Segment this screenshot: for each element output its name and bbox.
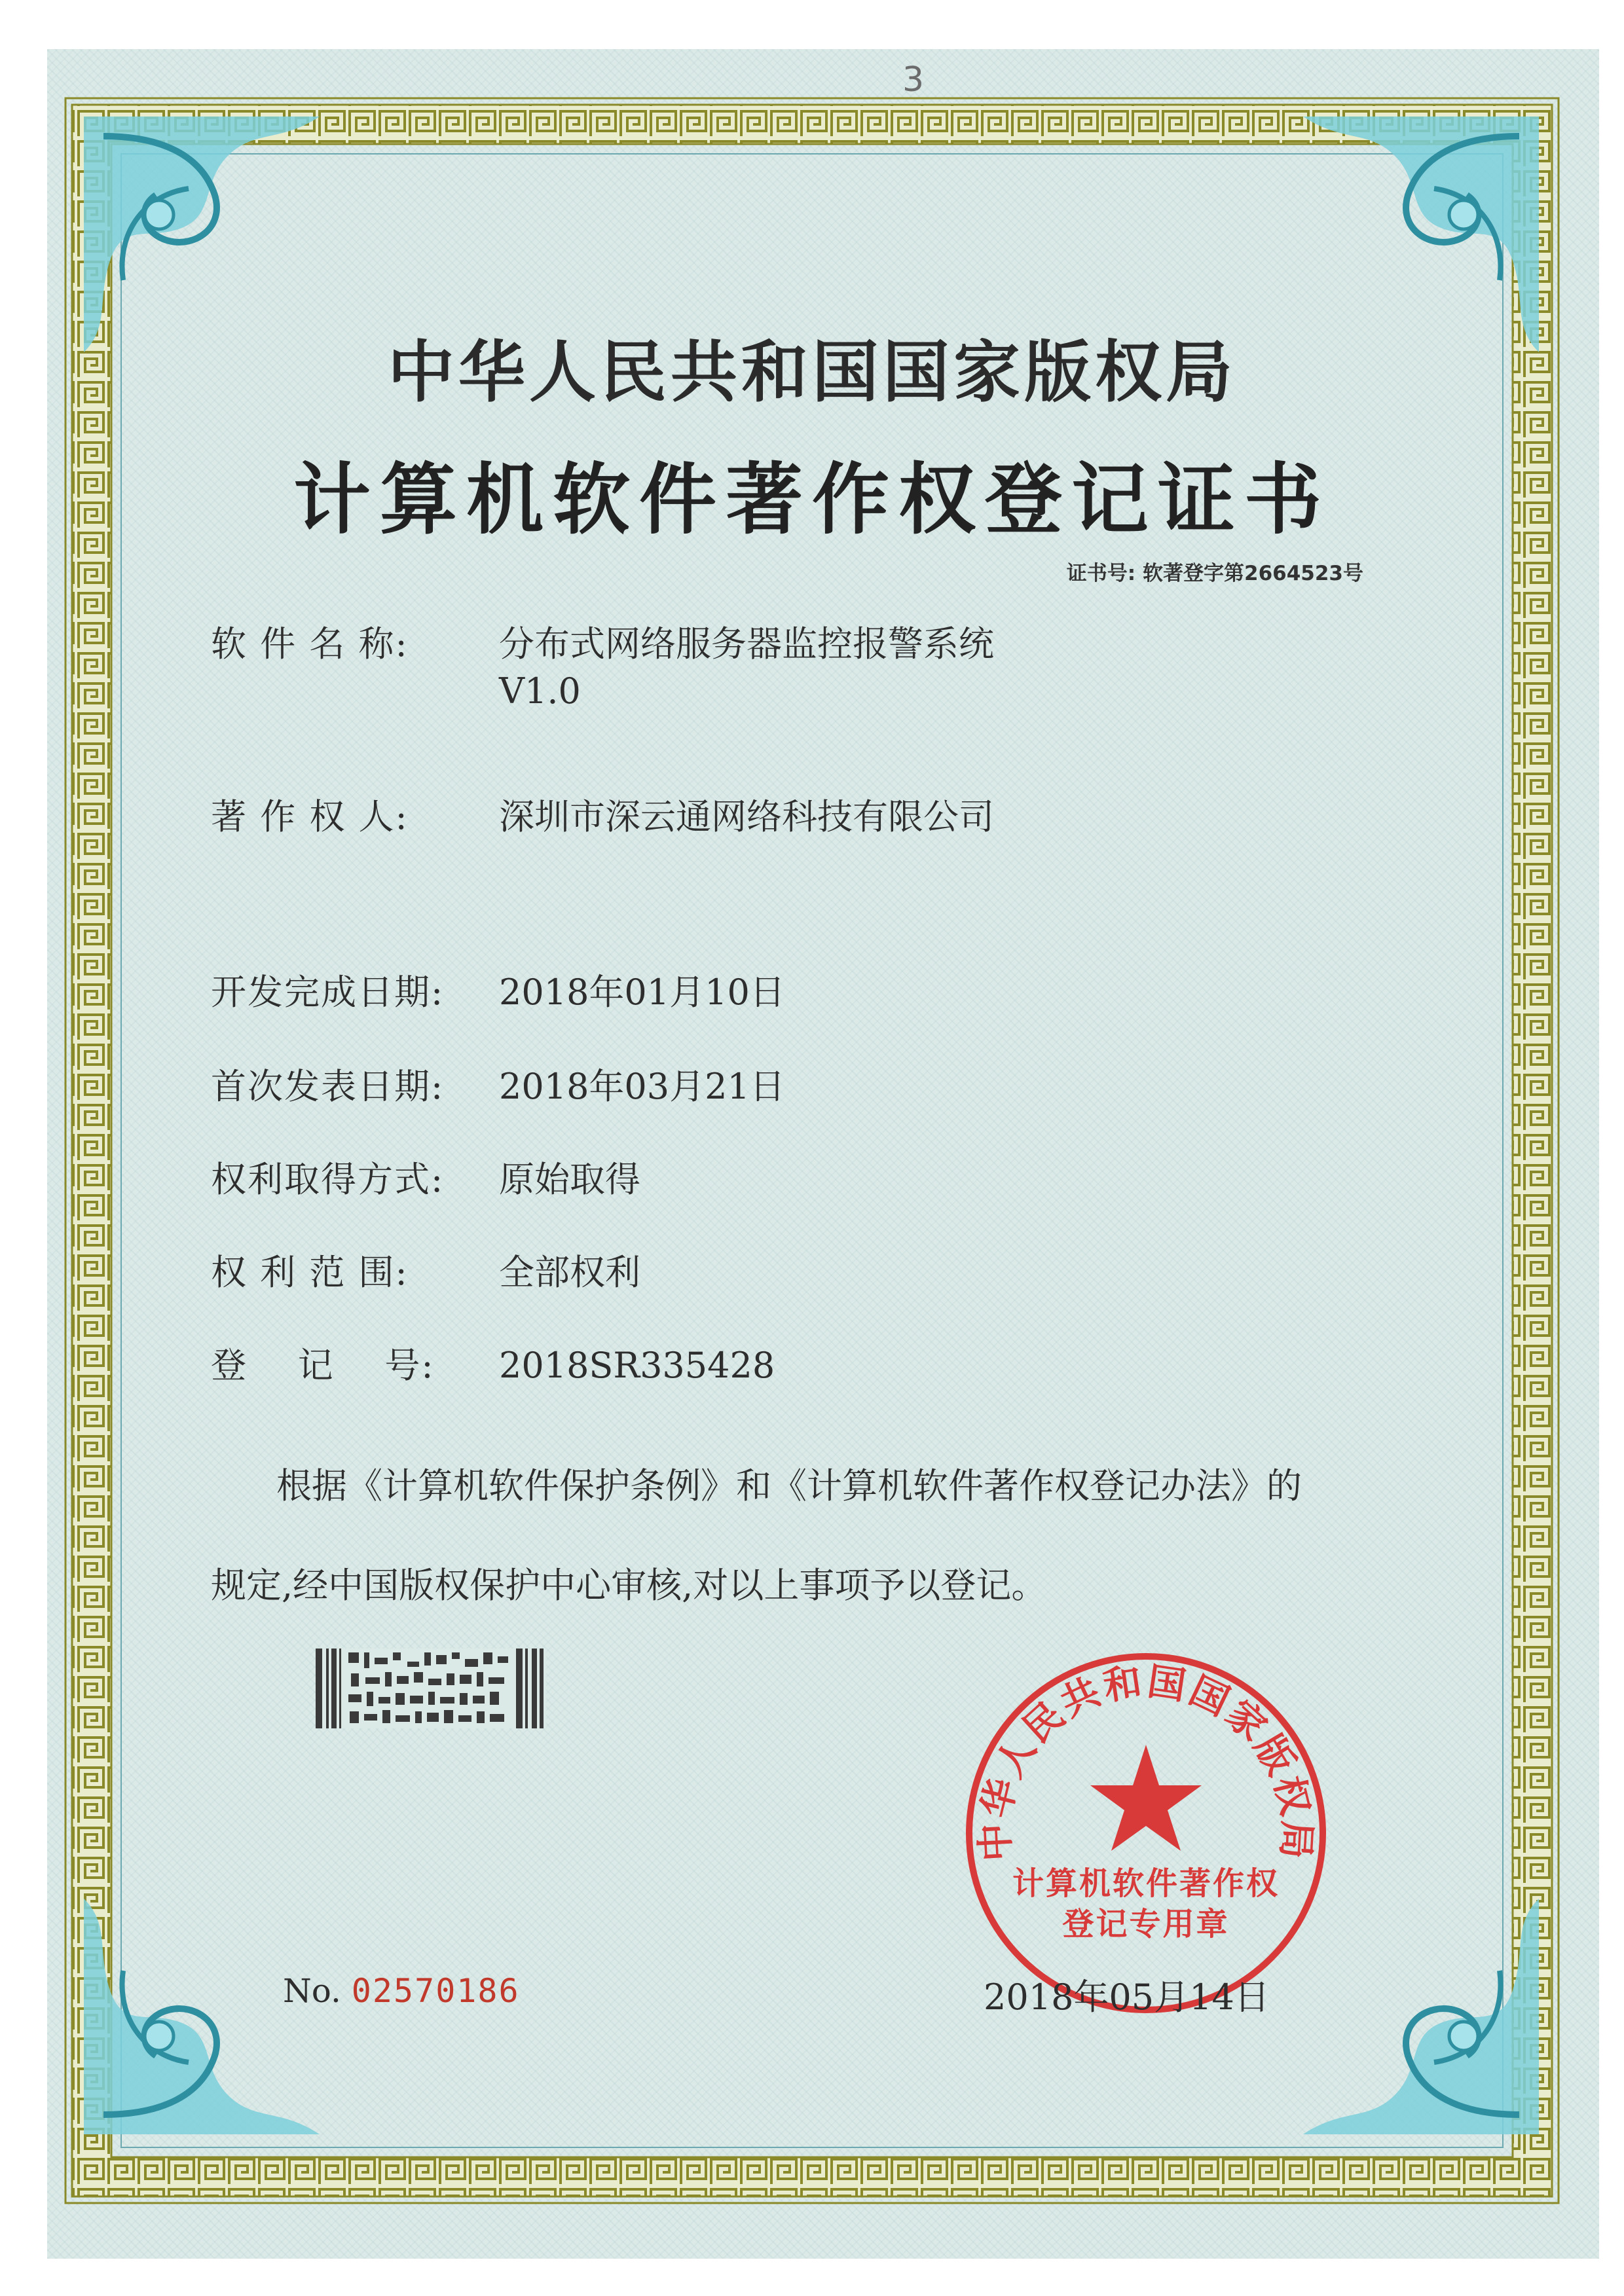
field-label: 开发完成日期:: [211, 972, 445, 1013]
field-label: 权 利 范 围:: [211, 1252, 409, 1293]
official-seal: [959, 1647, 1333, 2020]
field-value: 2018年03月21日: [499, 1066, 785, 1107]
field-value: 深圳市深云通网络科技有限公司: [499, 796, 994, 837]
certificate-number: [1067, 556, 1363, 586]
field-label: 权利取得方式:: [211, 1159, 445, 1200]
field-label: 著 作 权 人:: [211, 796, 409, 837]
issuing-authority: 中华人民共和国国家版权局: [388, 334, 1236, 412]
field-value: 原始取得: [499, 1159, 640, 1200]
serial-prefix: No.: [283, 1972, 341, 2010]
handwritten-page-mark: 3: [902, 60, 925, 100]
seal-text-line-1: 计算机软件著作权: [1012, 1865, 1280, 1902]
field-publish-date: [211, 1063, 785, 1110]
seal-star-icon: [1090, 1745, 1202, 1851]
field-value: 2018SR335428: [499, 1345, 775, 1386]
barcode-image: [316, 1649, 546, 1728]
field-dev-date: [211, 969, 785, 1016]
corner-ornament-bottom-right: [1303, 1899, 1539, 2134]
field-value: 2018年01月10日: [499, 972, 785, 1013]
field-registration-number: [211, 1342, 775, 1389]
field-label: 登 记 号:: [211, 1345, 435, 1386]
corner-ornament-bottom-left: [84, 1899, 320, 2134]
statement-line-2: 规定,经中国版权保护中心审核,对以上事项予以登记。: [211, 1565, 1047, 1606]
software-version-value: V1.0: [499, 670, 581, 712]
corner-ornament-top-left: [84, 117, 320, 352]
field-software-name: [211, 621, 994, 715]
field-value: 全部权利: [499, 1252, 640, 1293]
certificate-number-label: 证书号:: [1066, 562, 1136, 585]
field-label: 首次发表日期:: [211, 1066, 445, 1107]
statement-line-1: 根据《计算机软件保护条例》和《计算机软件著作权登记办法》的: [276, 1465, 1302, 1506]
field-value: [499, 621, 994, 715]
certificate-title: 计算机软件著作权登记证书: [293, 454, 1331, 545]
corner-ornament-top-right: [1303, 117, 1539, 352]
field-owner: [211, 793, 994, 841]
field-acquire-method: [211, 1156, 640, 1203]
field-scope: [211, 1249, 640, 1296]
software-name-value: 分布式网络服务器监控报警系统: [499, 623, 994, 665]
seal-arc-text: 中华人民共和国国家版权局: [972, 1658, 1320, 1863]
serial-number: [283, 1972, 520, 2010]
issue-date: 2018年05月14日: [984, 1977, 1270, 2018]
seal-text-line-2: 登记专用章: [1062, 1906, 1230, 1942]
field-label: 软 件 名 称:: [211, 623, 409, 665]
serial-value: 02570186: [351, 1972, 520, 2010]
certificate-number-value: 软著登字第2664523号: [1143, 562, 1363, 585]
